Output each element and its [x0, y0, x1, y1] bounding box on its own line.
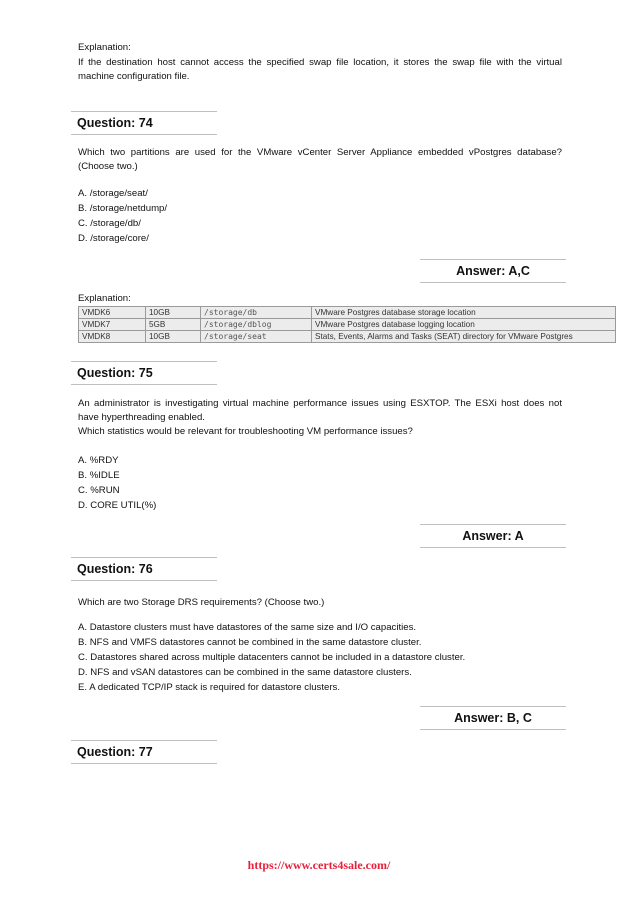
table-row [79, 319, 616, 331]
question-75-option-c: C. %RUN [78, 485, 120, 496]
question-76-answer: Answer: B, C [454, 711, 532, 725]
question-76-option-e: E. A dedicated TCP/IP stack is required for datastore clusters. [78, 682, 341, 693]
question-75-answer-box [420, 524, 566, 548]
table-cell: Stats, Events, Alarms and Tasks (SEAT) directory for VMware Postgres [312, 331, 616, 343]
table-cell: 10GB [146, 331, 201, 343]
table-row [79, 331, 616, 343]
question-76-header [71, 557, 217, 581]
table-cell: VMware Postgres database logging location [312, 319, 616, 331]
table-cell: VMDK6 [79, 307, 146, 319]
question-74-header [71, 111, 217, 135]
table-cell: VMDK8 [79, 331, 146, 343]
question-74-option-c: C. /storage/db/ [78, 218, 141, 229]
table-cell: /storage/db [201, 307, 312, 319]
question-76-text: Which are two Storage DRS requirements? (Choose two.) [78, 597, 325, 608]
question-74-explanation-label: Explanation: [78, 293, 131, 304]
footer-link[interactable]: https://www.certs4sale.com/ [247, 858, 391, 872]
question-75-text: An administrator is investigating virtual machine performance issues using ESXTOP. The ESXi host does not have hyperthreading enabled. [78, 398, 562, 423]
prev-explanation-text: If the destination host cannot access the specified swap file location, it stores the swap file with the virtual machine configuration file. [78, 57, 562, 82]
question-77-title: Question: 77 [77, 745, 153, 759]
table-cell: VMware Postgres database storage location [312, 307, 616, 319]
question-75-answer: Answer: A [462, 529, 524, 543]
question-76-answer-box [420, 706, 566, 730]
table-cell: /storage/seat [201, 331, 312, 343]
question-74-text: Which two partitions are used for the VMware vCenter Server Appliance embedded vPostgres database? (Choose two.) [78, 147, 562, 172]
table-cell: /storage/dblog [201, 319, 312, 331]
question-75-option-a: A. %RDY [78, 455, 119, 466]
question-74-option-b: B. /storage/netdump/ [78, 203, 168, 214]
question-75-text-2: Which statistics would be relevant for troubleshooting VM performance issues? [78, 426, 413, 437]
question-75-option-b: B. %IDLE [78, 470, 120, 481]
question-75-title: Question: 75 [77, 366, 153, 380]
question-74-title: Question: 74 [77, 116, 153, 130]
prev-explanation-label: Explanation: [78, 42, 131, 53]
question-75-header [71, 361, 217, 385]
explanation-table [78, 306, 616, 343]
question-76-title: Question: 76 [77, 562, 153, 576]
question-74-answer: Answer: A,C [456, 264, 530, 278]
question-76-option-b: B. NFS and VMFS datastores cannot be combined in the same datastore cluster. [78, 637, 422, 648]
question-74-option-a: A. /storage/seat/ [78, 188, 148, 199]
table-row [79, 307, 616, 319]
question-76-option-d: D. NFS and vSAN datastores can be combined in the same datastore clusters. [78, 667, 412, 678]
question-74-answer-box [420, 259, 566, 283]
table-cell: 5GB [146, 319, 201, 331]
table-cell: 10GB [146, 307, 201, 319]
question-77-header [71, 740, 217, 764]
table-cell: VMDK7 [79, 319, 146, 331]
question-76-option-a: A. Datastore clusters must have datastores of the same size and I/O capacities. [78, 622, 417, 633]
question-75-option-d: D. CORE UTIL(%) [78, 500, 157, 511]
question-74-option-d: D. /storage/core/ [78, 233, 149, 244]
question-76-option-c: C. Datastores shared across multiple datacenters cannot be included in a datastore cluster. [78, 652, 466, 663]
